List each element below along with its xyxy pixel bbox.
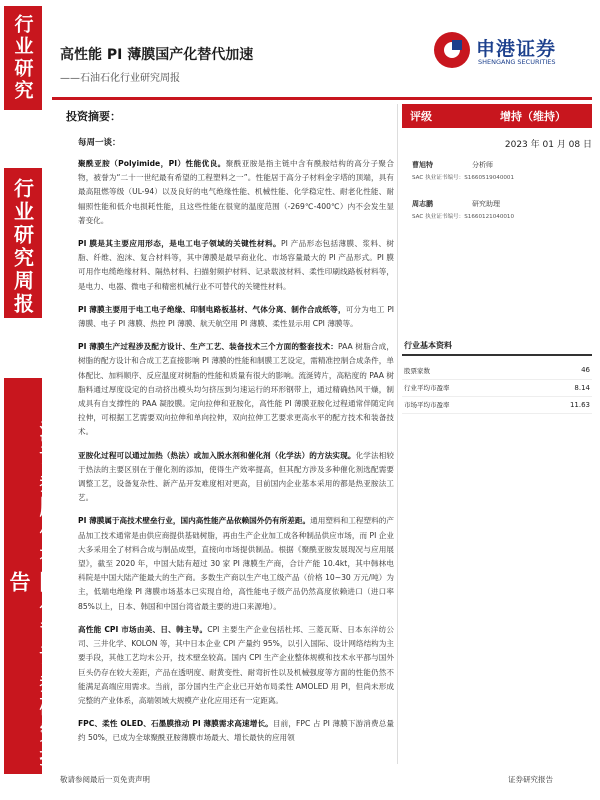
sac-number: S1660121040010 xyxy=(464,214,515,220)
logo-mark-icon xyxy=(434,32,470,68)
paragraph-body: 通用塑料和工程塑料的产品加工技术通常是由供应商提供基础树脂，再由生产企业加工成各种制品供应市场，而 PI 企业大多采用全了材料合成与制品成型，直接向市场提供制品。根据《聚酰亚胺发展现况与应用展望》，截至 2020 年，中国大陆有超过 30 家 PI 薄膜生产商，合计产能 10.4kt，其中韩林电科院是中国大陆产能最大的生产商。多数生产商以生产电工级产品（价格 10~30 万元/吨）为主，低端电绝缘 PI 薄膜市场基本已实现自给，高性能电子级产品仍然高度依赖进口（进口率 85%以上，日本、韩国和中国台湾省最主要的进口来源地）。 xyxy=(78,516,395,611)
left-sidebar xyxy=(0,0,62,800)
section-title: 投资摘要： xyxy=(66,110,121,123)
rating-label: 评级 xyxy=(410,110,432,123)
sac-label: SAC 执业证书编号： xyxy=(412,175,465,181)
analyst-role: 研究助理 xyxy=(472,200,500,208)
analyst-name: 曹旭特 xyxy=(412,161,433,169)
analyst-sac xyxy=(402,212,592,220)
data-label: 行业平均市盈率 xyxy=(402,379,530,396)
paragraph-lead: 亚胺化过程可以通过加热（热法）或加入脱水剂和催化剂（化学法）的方法实现。 xyxy=(78,450,356,460)
data-label: 市场平均市盈率 xyxy=(402,396,530,413)
category-text: 行业研究 xyxy=(11,14,34,102)
right-panel xyxy=(402,104,592,414)
weekly-title: 每周一谈： xyxy=(78,138,121,148)
analyst-row xyxy=(402,160,592,170)
sac-label: SAC 执业证书编号： xyxy=(412,214,465,220)
analyst-name: 周志鹏 xyxy=(412,200,433,208)
basic-data-title: 行业基本资料 xyxy=(402,340,592,356)
header-divider xyxy=(52,97,592,100)
summary-paragraph xyxy=(60,340,394,439)
report-type-text: 行业研究周报 xyxy=(10,178,35,316)
paragraph-lead: PI 膜是其主要应用形态，是电工电子领域的关键性材料。 xyxy=(78,239,281,249)
summary-paragraph xyxy=(60,717,394,745)
footer-disclaimer: 敬请参阅最后一页免责声明 xyxy=(60,775,150,784)
paragraph-body: CPI 主要生产企业包括杜邦、三菱瓦斯、日本东洋纺公司、三井化学、KOLON 等，其中日本企业 CPI 产量约 95%，以引入国际、设计网络结构为主要手段，其他工艺均未公开，技术壁垒较高。国内 CPI 生产企业整体规模和技术水平都与国外巨头仍存在较大差距，产品在透明度、耐黄变性、耐弯折性以及机械强度等方面的性能仍然不能满足高端应用需求。当前，部分国内生产企业已开始布局柔性 AMOLED 用 PI，但尚未形成完整的产业体系，高端领域大规模产业化应用还有一定距离。 xyxy=(78,624,394,705)
company-text: 申港证券股份有限公司证券研究报告 xyxy=(7,395,62,771)
table-row xyxy=(402,379,592,396)
analyst-sac xyxy=(402,173,592,181)
summary-paragraph xyxy=(60,514,394,613)
data-value: 46 xyxy=(530,362,592,379)
table-row xyxy=(402,396,592,413)
data-value: 8.14 xyxy=(530,379,592,396)
paragraph-lead: PI 薄膜主要用于电工电子绝缘、印制电路板基材、气体分离、制作合成纸等， xyxy=(78,304,346,314)
paragraph-lead: PI 薄膜生产过程涉及配方设计、生产工艺、装备技术三个方面的整套技术： xyxy=(78,342,339,352)
paragraph-list xyxy=(60,157,394,746)
rating-bar xyxy=(402,104,592,128)
basic-data-table xyxy=(402,362,592,414)
paragraph-body: 目前，FPC 占 PI 薄膜下游消费总量约 50%，已成为全球聚酰亚胺薄膜市场最大、增长最快的应用领 xyxy=(78,719,395,743)
report-type-tag xyxy=(4,168,42,318)
paragraph-body: PAA 树脂合成，树脂的配方设计和合成工艺直接影响 PI 薄膜的性能和制膜工艺设定，需精准控制合成条件，单体配比、加料顺序、反应温度对树脂的性能和质量有很大的影响。流涎铸片，高粘度的 PAA 树脂料通过厚度设定的自动挤出模头均匀挤压到匀速运行的环形钢带上，通过精确热风干燥，制成具有自支撑性的 PAA 凝胶膜。定向拉伸和亚胺化，高性能 PI 薄膜亚胺化过程通常伴随定向拉伸，可根据工艺需要双向拉伸和单向拉伸，双向拉伸工艺要求更高水平的配方技术和装备技术。 xyxy=(78,342,394,437)
summary-paragraph xyxy=(60,157,394,228)
analyst-role: 分析师 xyxy=(472,161,493,169)
paragraph-body: 聚酰亚胺是指主链中含有酰胺结构的高分子聚合物，被誉为“二十一世纪最有希望的工程塑料之一”。性能居于高分子材料金字塔的顶端，具有最高阻燃等级（UL-94）以及良好的电气绝缘性能、机械性能、化学稳定性、耐老化性能、耐辐照性能和低介电损耗性能，且这些性能在很宽的温度范围（-269℃-400℃）内不会发生显著变化。 xyxy=(78,159,394,225)
paragraph-body: PI 产品形态包括薄膜、浆料、树脂、纤维、泡沫、复合材料等，其中薄膜是最早商业化、市场容量最大的 PI 产品形式。PI 膜可用作电缆绝缘材料、隔热材料、扫描射频护材料、记录载波材料、柔性印刷线路板材料等，是电力、电器、微电子和精密机械行业不可替代的关键性材料。 xyxy=(78,239,394,291)
company-logo xyxy=(434,30,594,74)
logo-english: SHENGANG SECURITIES xyxy=(478,58,556,66)
analyst-list xyxy=(402,160,592,220)
sac-number: S1660519040001 xyxy=(464,175,515,181)
rating-value: 增持（维持） xyxy=(500,110,566,123)
report-title: 高性能 PI 薄膜国产化替代加速 xyxy=(60,47,254,63)
paragraph-lead: 高性能 CPI 市场由美、日、韩主导。 xyxy=(78,624,208,634)
report-date: 2023 年 01 月 08 日 xyxy=(504,140,592,150)
summary-paragraph xyxy=(60,449,394,506)
summary-paragraph xyxy=(60,303,394,331)
analyst-row xyxy=(402,199,592,209)
logo-name: 申港证券 xyxy=(476,38,557,60)
summary-paragraph xyxy=(60,623,394,708)
data-value: 11.63 xyxy=(530,396,592,413)
main-content xyxy=(60,108,394,746)
report-subtitle: ——石油石化行业研究周报 xyxy=(60,73,180,84)
paragraph-body: 可分为电工 PI 薄膜、电子 PI 薄膜、热控 PI 薄膜、航天航空用 PI 薄膜、柔性显示用 CPI 薄膜等。 xyxy=(78,304,395,329)
column-divider xyxy=(397,104,398,764)
paragraph-lead: FPC、柔性 OLED、石墨膜推动 PI 薄膜需求高速增长。 xyxy=(78,719,273,729)
paragraph-lead: 聚酰亚胺（Polyimide，PI）性能优良。 xyxy=(78,159,226,168)
company-tag xyxy=(4,378,62,774)
table-row xyxy=(402,362,592,379)
paragraph-lead: PI 薄膜属于高技术壁垒行业，国内高性能产品依赖国外仍有所差距。 xyxy=(78,516,311,526)
category-tag xyxy=(4,6,42,110)
paragraph-body: 化学法相较于热法的主要区别在于催化剂的添加，使得生产效率提高，但其配方涉及多种催化剂选配需要调整工艺，设备复杂性、新产品开发难度相对更高，目前国内企业基本采用的都是热亚胺法工艺。 xyxy=(78,450,394,503)
summary-paragraph xyxy=(60,237,394,294)
footer-label: 证券研究报告 xyxy=(508,775,553,784)
data-label: 股票家数 xyxy=(402,362,530,379)
